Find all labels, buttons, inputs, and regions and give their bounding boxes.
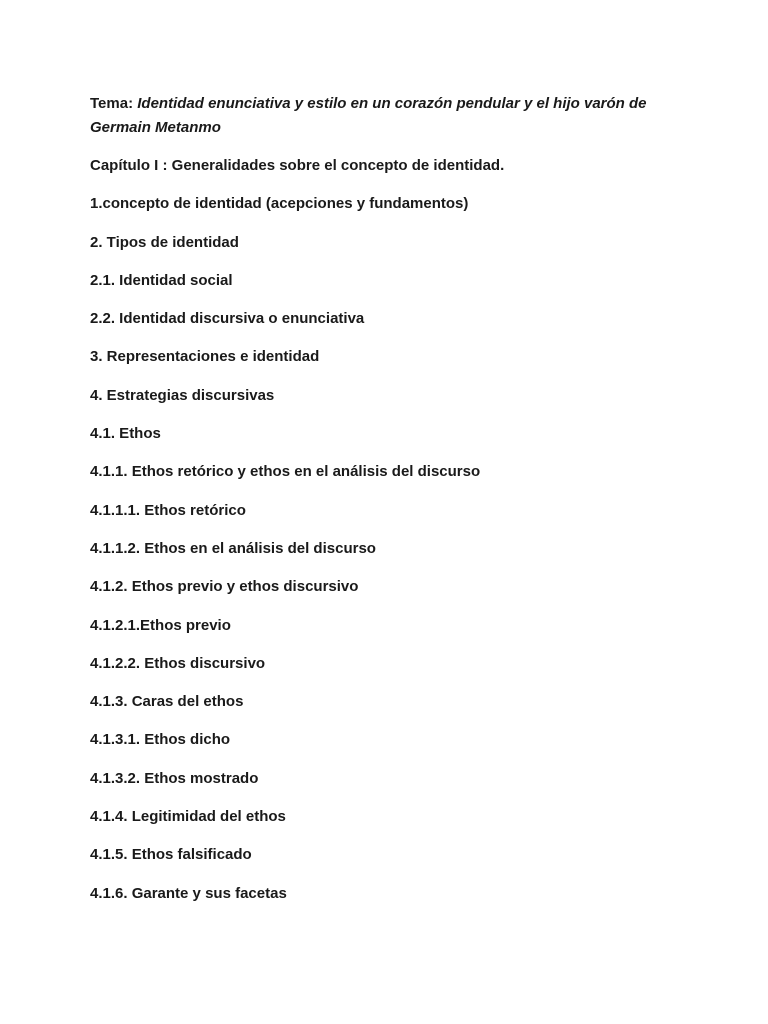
outline-line: 4.1.2.1.Ethos previo [90, 616, 231, 634]
outline-line: 4.1.3.1. Ethos dicho [90, 731, 231, 749]
document-title [90, 92, 690, 140]
document-content [90, 92, 690, 920]
outline-line: 4.1.1.2. Ethos en el análisis del discurso [90, 539, 376, 557]
outline-line: 4.1.1.1. Ethos retórico [90, 501, 246, 519]
outline-line: 4.1.2. Ethos previo y ethos discursivo [90, 578, 359, 596]
outline-line: 2.2. Identidad discursiva o enunciativa [90, 310, 365, 328]
outline-line: 4.1.5. Ethos falsificado [90, 846, 252, 864]
outline-line: 4. Estrategias discursivas [90, 386, 275, 404]
outline-line: 4.1.6. Garante y sus facetas [90, 884, 287, 902]
outline-line: 4.1.4. Legitimidad del ethos [90, 808, 286, 826]
title-label: Tema: [90, 95, 134, 112]
title-text: Identidad enunciativa y estilo en un corazón pendular y el hijo varón de Germain Metanmo [90, 95, 647, 136]
outline-line: 3. Representaciones e identidad [90, 348, 320, 366]
outline-line: 4.1.3.2. Ethos mostrado [90, 769, 259, 787]
outline-line: 1.concepto de identidad (acepciones y fundamentos) [90, 195, 469, 213]
outline-line: Capítulo I : Generalidades sobre el concepto de identidad. [90, 157, 505, 174]
outline-line: 2. Tipos de identidad [90, 233, 239, 251]
outline-line: 4.1.1. Ethos retórico y ethos en el análisis del discurso [90, 463, 481, 481]
outline-line: 4.1. Ethos [90, 425, 161, 443]
outline-line: 4.1.3. Caras del ethos [90, 693, 244, 711]
outline-line: 4.1.2.2. Ethos discursivo [90, 654, 266, 672]
outline-line: 2.1. Identidad social [90, 271, 233, 289]
